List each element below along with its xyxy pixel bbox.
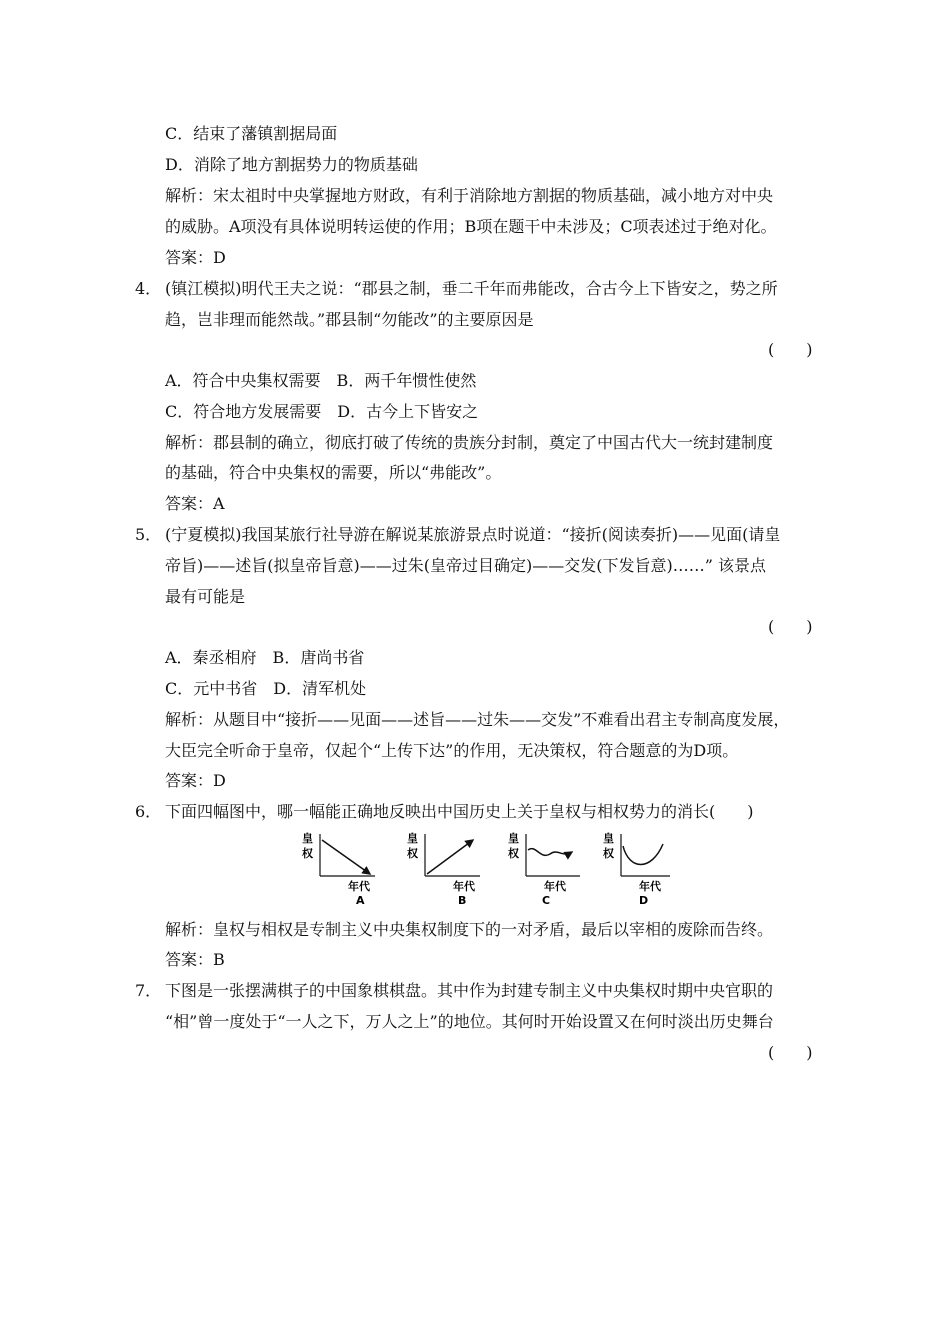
y-label-bottom: 权 <box>508 847 519 860</box>
x-label: 年代 <box>544 880 566 893</box>
q6-trend-graphs <box>300 830 680 910</box>
q5-stem-line-1: (宁夏模拟)我国某旅行社导游在解说某旅游景点时说道：“接折(阅读奏折)——见面(请皇 <box>165 525 781 544</box>
trend-line-u-shape <box>623 844 663 865</box>
graph-panel-a <box>302 831 375 907</box>
q4-number: 4． <box>135 279 162 298</box>
y-label-top: 皇 <box>302 832 313 845</box>
trend-line-wave <box>528 849 572 856</box>
q4-analysis-line-1: 解析：郡县制的确立，彻底打破了传统的贵族分封制，奠定了中国古代大一统封建制度 <box>165 433 774 452</box>
q7-number: 7． <box>135 981 162 1000</box>
q4-options-cd: C．符合地方发展需要 D．古今上下皆安之 <box>165 402 479 421</box>
q3-option-c: C．结束了藩镇割据局面 <box>165 124 338 143</box>
x-label: 年代 <box>348 880 370 893</box>
q3-analysis-line-1: 解析：宋太祖时中央掌握地方财政，有利于消除地方割据的物质基础，减小地方对中央 <box>165 186 774 205</box>
q5-options-cd: C．元中书省 D．清军机处 <box>165 679 367 698</box>
q4-answer: 答案：A <box>165 494 225 513</box>
q7-stem-line-2: “相”曾一度处于“一人之下，万人之上”的地位。其何时开始设置又在何时淡出历史舞台 <box>165 1012 774 1031</box>
q6-stem: 下面四幅图中，哪一幅能正确地反映出中国历史上关于皇权与相权势力的消长( ) <box>165 802 754 821</box>
q5-answer-blank: ( ) <box>768 617 813 636</box>
y-label-bottom: 权 <box>603 847 614 860</box>
y-label-bottom: 权 <box>302 847 313 860</box>
q5-options-ab: A．秦丞相府 B．唐尚书省 <box>165 648 365 667</box>
panel-letter-a: A <box>356 894 365 907</box>
q5-answer: 答案：D <box>165 771 226 790</box>
y-label-top: 皇 <box>603 832 614 845</box>
graph-panel-c <box>508 831 580 907</box>
q4-answer-blank: ( ) <box>768 340 813 359</box>
q3-analysis-line-2: 的威胁。A项没有具体说明转运使的作用；B项在题干中未涉及；C项表述过于绝对化。 <box>165 217 777 236</box>
q5-stem-line-2: 帝旨)——述旨(拟皇帝旨意)——过朱(皇帝过目确定)——交发(下发旨意)……” 该景点 <box>165 556 766 575</box>
q7-answer-blank: ( ) <box>768 1043 813 1062</box>
q5-analysis-line-1: 解析：从题目中“接折——见面——述旨——过朱——交发”不难看出君主专制高度发展， <box>165 710 790 729</box>
panel-letter-c: C <box>542 894 551 907</box>
q6-number: 6． <box>135 802 162 821</box>
q3-option-d: D．消除了地方割据势力的物质基础 <box>165 155 418 174</box>
trend-line-decreasing <box>322 840 370 874</box>
y-label-top: 皇 <box>407 832 418 845</box>
q5-number: 5． <box>135 525 162 544</box>
panel-letter-d: D <box>639 894 649 907</box>
q3-answer: 答案：D <box>165 248 226 267</box>
q4-analysis-line-2: 的基础，符合中央集权的需要，所以“弗能改”。 <box>165 463 502 482</box>
y-label-top: 皇 <box>508 832 519 845</box>
q7-stem-line-1: 下图是一张摆满棋子的中国象棋棋盘。其中作为封建专制主义中央集权时期中央官职的 <box>165 981 774 1000</box>
graph-panel-d <box>603 831 670 907</box>
q6-analysis: 解析：皇权与相权是专制主义中央集权制度下的一对矛盾，最后以宰相的废除而告终。 <box>165 920 774 939</box>
q6-answer: 答案：B <box>165 950 225 969</box>
x-label: 年代 <box>639 880 661 893</box>
q4-stem-line-2: 趋，岂非理而能然哉。”郡县制“勿能改”的主要原因是 <box>165 310 534 329</box>
x-label: 年代 <box>453 880 475 893</box>
q5-stem-line-3: 最有可能是 <box>165 587 246 606</box>
panel-letter-b: B <box>458 894 467 907</box>
q5-analysis-line-2: 大臣完全听命于皇帝，仅起个“上传下达”的作用，无决策权，符合题意的为D项。 <box>165 741 739 760</box>
q4-options-ab: A．符合中央集权需要 B．两千年惯性使然 <box>165 371 477 390</box>
graph-panel-b <box>407 831 480 907</box>
y-label-bottom: 权 <box>407 847 418 860</box>
q4-stem-line-1: (镇江模拟)明代王夫之说：“郡县之制，垂二千年而弗能改，合古今上下皆安之，势之所 <box>165 279 778 298</box>
trend-line-increasing <box>427 840 473 874</box>
